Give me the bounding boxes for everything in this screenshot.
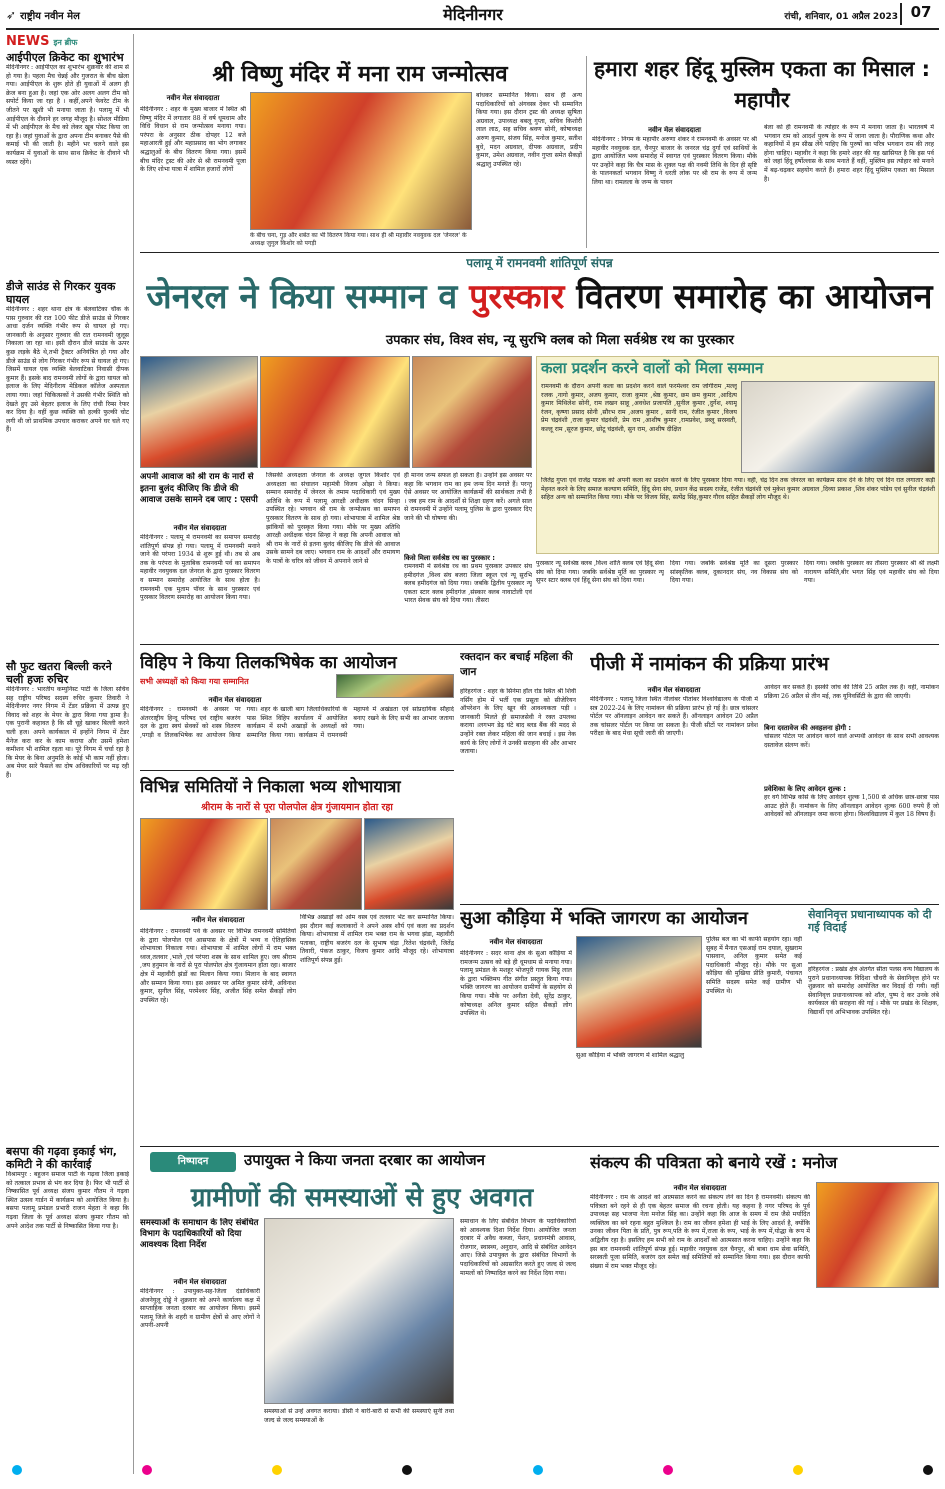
mid-body2: दिया गया। जबकि सर्वश्रेष्ठ मूर्ति का दूसरा पुरस्कार सांस्कृतिक क्लब, दुकानदार संघ, नव विकास संघ को दिया गया। (670, 560, 798, 585)
janta-byline: नवीन मेल संवाददाता (173, 1278, 227, 1286)
story1-caption: के बीच चना, गुड़ और शर्बत का भी वितरण किया गया। साथ ही श्री महावीर नवयुवक दल 'जेनरल' के अध्यक्ष जुगुल किशोर को पगड़ी (250, 232, 467, 247)
vhp-byline: नवीन मेल संवाददाता (208, 696, 262, 704)
brief-body: मेदिनीनगर : शहर थाना क्षेत्र के बेलवाटिका चौक के पास गुरुवार की रात 100 फीट डीजे साउंड से गिरकर आधा दर्जन व्यक्ति गंभीर रूप से घायल हो गए। जानकारी के अनुसार गुरुवार की रात रामनवमी जुलूस निकाला जा रहा था। इसी दौरान डीजे साउंड के ऊपर कुछ लड़के बैठे थे,तभी ट्रैक्टर अनियंत्रित हो गया और डीजे साउंड से लोग गिरकर गंभीर रूप से घायल हो गए। जिसमें घायल एक व्यक्ति बेलवाटिका निवासी दीपक कुमार हैं। इसके बाद रामनवमी लोगों के द्वारा घायल को इलाज के लिए मेदिनीराय मेडिकल कॉलेज अस्पताल लाया गया। जहां चिकित्सकों ने उसकी गंभीर स्थिति को देखते हुए उसे बेहतर इलाज के लिए रांची रिम्स रेफर कर दिया है। वहीं कुछ व्यक्ति को हल्की फुल्की चोट लगी थी जो प्राथमिक उपचार कराकर अपने घर चले गए हैं। (6, 306, 129, 434)
vhp-body: मेदिनीनगर : रामनवमी के अवसर पर अंतरराष्ट्रीय हिन्दू परिषद एवं राष्ट्रीय बजरंग दल के द्वारा स्वयं सेवकों को शस्त्र वितरण ,पगड़ी व तिलकभिषेक का आयोजन किया गया। शहर के खाली बाग जिलाधिकारियों के पास स्थित विहिप कार्यालय में आयोजित कार्यक्रम में सभी अखाड़ों के अध्यक्षों को सम्मानित किया गया। कार्यक्रम में रामनवमी महापर्व में अखंडता एवं सांप्रदायिक सौहार्द बनाए रखने के लिए सभी का आभार जताया गया। (140, 706, 454, 739)
kala-headline: कला प्रदर्शन करने वालों को मिला सम्मान (541, 359, 764, 377)
story1-body2: बांधकर सम्मानित किया। साथ ही अन्य पदाधिकारियों को अंगवस्त्र देकर भी सम्मानित किया गया। इस दौरान ट्रस्ट की अध्यक्ष सुषिता अग्रवाल, उपाध्यक्ष बबलू गुप्ता, सचिव किशोरी लाल लाठ, सह सचिव श्रवण सोनी, कोषाध्यक्ष अरुण कुमार, संजय सिंह, मनोज कुमार, सतीश बुधे, मदन अग्रवाल, दीपक अग्रवाल, प्रदीप कुमार, उमेश अग्रवाल, नवीन गुप्ता समेत सैकड़ों श्रद्धालु उपस्थित रहे। (476, 92, 582, 168)
lead-quote: अपनी आवाज को श्री राम के नारों से इतना बुलंद कीजिए कि डीजे की आवाज उसके सामने दब जाए : एसपी (140, 472, 258, 505)
kala-body2: जितेंद्र गुप्ता एवं राजेंद्र पाठक को अपनी कला का प्रदर्शन करने के लिए पुरस्कार दिया गया। वहीं, चंद्र दिन तक जेनरल का कार्यक्रम साथ देने के लिए एवं दिन रात लगातार कड़ी मेहनत करने के लिए समाज कल्याण समिति, हिंदू सेना संघ, प्रधान केंद्र सदस्य राजेंद्र, रंजीत चंद्रवंशी एवं मुकेश कुमार अग्रवाल ,दिव्या प्रकाश ,शिव शंकर पांडेय एवं सुनील चंद्रवंशी सहित अन्य को सम्मानित किया गया। मौके पर विजय सिंह, सत्येंद्र सिंह,कुमार गौरव सहित सैकड़ों लोग मौजूद थे। (541, 477, 935, 502)
reg-mark-yellow (793, 1465, 803, 1475)
story1-body1: मेदिनीनगर : शहर के मुख्य बाजार में स्थित श्री विष्णु मंदिर में लगातार 88 वें वर्ष धूमधाम और विधि विधान से राम जन्मोत्सव मनाया गया। परंपरा के अनुसार ठीक दोपहर 12 बजे महाआरती हुई और महाप्रसाद का भोग लगाकर श्रद्धालुओं के बीच वितरण किया गया। इसमें बीच मंदिर ट्रस्ट की ओर से श्री रामनवमी पूजा के लिए शोभा यात्रा में शामिल हजारों लोगों (140, 106, 246, 174)
page-number: 07 (900, 3, 940, 25)
mid-body3: दिया गया। जबकि पुरस्कार का तीसरा पुरस्कार श्री श्री लक्ष्मी नारायण समिति,बीर भगत सिंह एवं महावीर संघ को दिया गया। (804, 560, 939, 585)
masthead-title: राष्ट्रीय नवीन मेल (20, 11, 80, 22)
pradhan-photo (808, 962, 939, 964)
reg-mark-cyan (12, 1465, 22, 1475)
lead-body1: मेदिनीनगर : पलामू में रामनवमी का समापन समारोह शांतिपूर्ण संपन्न हो गया। पलामू में रामनवमी मनाने जाने की परंपरा 1934 से शुरू हुई थी। तब से अब तक के परंपरा के मुताबिक रामनवमी पर्व का समापन महावीर नवयुवक दल जेनरल के द्वारा पुरस्कार वितरण व सम्मान समारोह आयोजित के साथ होता है। रामनवमी एक मुताम पॉवर के साथ पुरस्कार एवं पुरस्कार वितरण समारोह का आयोजन किया गया। (140, 534, 260, 602)
brief-item (6, 51, 129, 276)
pg-body2: आवेदन कर सकते हैं। इसकी जांच की तिथि 25 अप्रैल तक है। वहीं, नामांकन प्रक्रिया 26 अप्रैल से तीन मई, तक यूनिवर्सिटी के द्वारा की जाएगी। (764, 684, 939, 700)
janta-big: ग्रामीणों की समस्याओं से हुए अवगत (190, 1183, 534, 1213)
kala-box (536, 356, 939, 554)
brief-item (6, 280, 129, 656)
pg-subhd: बिना दस्तावेज की अवहलना होगी : (764, 724, 852, 732)
story1-headline: श्री विष्णु मंदिर में मना राम जन्मोत्सव (212, 62, 508, 87)
story2-divider (586, 56, 587, 248)
reg-mark-cyan (533, 1465, 543, 1475)
sua-photo (576, 936, 702, 1048)
pg-headline: पीजी में नामांकन की प्रक्रिया प्रारंभ (590, 653, 829, 675)
lead-headline (140, 270, 939, 326)
brief-body: मेदिनीनगर : आईपीएल का शुभारंभ शुक्रवार की शाम से हो गया है। पहला मैच चेन्नई और गुजरात के बीच खेला गया। आईपीएल के शुरू होते ही युवाओं में अलग ही क्रेज बना हुआ है। जहां एक ओर अलग अलग टीम को सपोर्ट किया जा रहा है । कहीं,अपने फेवरेट टीम के जीतने पर खुशी भी मनाया जाता है। पलामू में भी आईपीएल के दीवाने हर जगह मौजूद है। सोशल मीडिया में भी आईपीएल के मैच को लेकर खूब पोस्ट किया जा रहा है। जहां युवाओं के द्वारा अपना टीम बनाकर पैसे की कमाई भी की जाती है। महीने भर चलने वाले इस कार्यक्रम में युवाओं के साथ साथ क्रिकेट के दीवाने भी व्यस्त रहेंगे। (6, 64, 129, 166)
news-brief-tag (6, 34, 129, 49)
sua-body2: पुलिस बल का भी काफी सहयोग रहा। वहीं सुबह में मैनात एसआई राम दयाल, सुखराम पासवान, अनिल कुमार समेत कई पदाधिकारी मौजूद रहे। मौके पर सुआ कौड़िया की मुखिया प्रीति कुमारी, पंचायत समिति सदस्य समेत कई ग्रामीण भी उपस्थित थे। (706, 936, 802, 995)
sua-body: मेदिनीनगर : सदर थाना क्षेत्र के सुआ कौड़िया में रामजन्म उत्सव को बड़े ही धूमधाम से मनाया गया। पलामू प्रमंडल के मशहूर भोजपुरी गायक मिट्ठू लाल के द्वारा भक्तिमय गीत संगीत प्रस्तुत किया गया। भक्ति जागरण का आयोजन ग्रामीणों के सहयोग से किया गया। मौके पर अनीता देवी, सुरेंद्र ठाकुर, कोषाध्यक्ष अनिल कुमार सहित सैकड़ों लोग उपस्थित थे। (460, 950, 572, 1018)
shobha-photo-1 (140, 818, 268, 910)
sankalp-photo (816, 1182, 939, 1288)
story2-headline: हमारा शहर हिंदू मुस्लिम एकता का मिसाल : महापौर (593, 57, 931, 112)
reg-mark-black (923, 1465, 933, 1475)
janta-quote: समस्याओं के समाधान के लिए संबंधित विभाग के पदाधिकारियों को दिया आवश्यक दिशा निर्देश (140, 1218, 259, 1250)
sankalp-byline: नवीन मेल संवाददाता (673, 1184, 727, 1192)
pg-body1: मेदिनीनगर : पलामू जिला स्थित नीलांबर पीतांबर विश्वविद्यालय के पीजी में सत्र 2022-24 के लिए नामांकन की प्रक्रिया प्रारंभ हो गई है। छात्र चांसलर पोर्टल पर ऑनलाइन आवेदन कर सकते हैं। ऑनलाइन आवेदन 20 अप्रैल तक चांसलर पोर्टल पर किया जा सकता है। पीजी सीटों पर नामांकन प्रवेश परीक्षा के बाद मेधा सूची जारी की जाएगी। (590, 696, 758, 738)
pg-col2 (764, 684, 939, 898)
janta-body1: मेदिनीनगर : उपायुक्त-सह-जिला दंडाधिकारी अंजनेयुलू दोड्डे ने शुक्रवार को अपने कार्यालय कक्ष में साप्ताहिक जनता दरबार का आयोजन किया। इसमें पलामू जिले के शहरी व ग्रामीण क्षेत्रों से आए लोगों ने अपनी-अपनी (140, 1288, 260, 1330)
reg-mark-yellow (272, 1465, 282, 1475)
story1-byline: नवीन मेल संवाददाता (166, 94, 220, 102)
lead-col3 (404, 472, 532, 638)
pg-body3: चांसलर पोर्टल पर आवेदन करने वाले अभ्यर्थी आवेदन के साथ सभी आवश्यक दस्तावेज संलग्न करें। (764, 733, 939, 749)
lead-body2: जिसकी अध्यक्षता जेनरल के अध्यक्ष जुगल किशोर एवं अध्यक्षता का संचालन महामंत्री विजय ओझा ने किया। सम्मान समारोह में जेनरल के तमाम पदाधिकारी एवं मुख्य अतिथि के रूप में पलामू आरक्षी अधीक्षक चंदन सिन्हा उपस्थित रहे। भगवान श्री राम के जन्मोत्सव का समापन पुरस्कार वितरण के साथ हो गया। शोभायात्रा में शामिल श्रेष्ठ झांकियों को पुरस्कृत किया गया। मौके पर मुख्य अतिथि आरक्षी अधीक्षक चंदन सिन्हा ने कहा कि अपनी आवाज को श्री राम के नारों से इतना बुलंद कीजिए कि डीजे की आवाज उसके सामने दब जाए। भगवान राम के आदर्शों और रामायण के पात्रों के चरित्र को जीवन में अपनाने जाने से (266, 472, 400, 565)
pg-body4: हर वर्ग विभिन्न कोर्स के लिए आवेदन शुल्क 1,500 से अधिक छात्र-छात्रा पास आउट होते हैं। नामांकन के लिए ऑनलाइन आवेदन शुल्क 600 रुपये हैं जो आवेदकों को ऑनलाइन जमा करना होगा। विश्वविद्यालय में कुल 18 विषय हैं। (764, 794, 939, 819)
story2-body2: बेला को ही रामनवमी के त्योहार के रूप में मनाया जाता है। भारतवर्ष में भगवान राम को आदर्श पुरुष के रूप में जाना जाता है। पौराणिक कथा और कहानियों में हम सीख लेंगे पाहिए कि पुरुषों का परित्र भगवान राम की तरह होना चाहिए। महावीर ने कहा कि हमारे शहर की यह खासियत है कि इस पर्व को जहां हिंदू हर्षोल्लास के साथ मनाते हैं वहीं, मुस्लिम इस त्योहार को मनाने में बढ़-चढ़कर सहयोग करते हैं। हमारा शहर हिंदू मुस्लिम एकता का मिसाल है। (764, 124, 934, 183)
sua-byline: नवीन मेल संवाददाता (489, 938, 543, 946)
lead-top-rule (140, 252, 939, 253)
lead-subhead: उपकार संघ, विश्व संघ, न्यू सुरभि क्लब को मिला सर्वश्रेष्ठ रथ का पुरस्कार (386, 333, 734, 348)
sankalp-body: मेदिनीनगर : राम के आदर्श को आत्मसात करने का संकल्प लेने का दिन है रामनवमी। संकल्प की पवित्रता बने रहने से ही एक बेहतर समाज की रचना होती। यह कहना है नगर परिषद के पूर्व उपाध्यक्ष सह भाजपा नेता मनोज सिंह का। उन्होंने कहा कि आज के समय में राम जैसे मर्यादित व्यक्तित्व का बने रहना बहुत मुश्किल है। राम का जीवन हमेशा ही भाई के लिए आदर्श है, क्योंकि उनका जीवन पिता के प्रति, पुत्र रूप,पति के रूप में,राजा के रूप, भाई के रूप में,योद्धा के रूप में अद्वितीय रहा है। इसलिए हम सभी को राम के आदर्शों को आत्मसात करना चाहिए। उन्होंने कहा कि इस बार रामनवमी शांतिपूर्ण संपन्न हुई। महावीर नवयुवक दल चैनपुर, श्री बाबा धाम सेवा समिति, सरस्वती पूजा समिति, बजरंग दल समेत कई समितियों को सम्मानित किया गया। इस दौरान काफी संख्या में राम भक्त मौजूद रहे। (590, 1194, 810, 1270)
reg-mark-magenta (663, 1465, 673, 1475)
brief-item (6, 1145, 129, 1371)
sankalp-headline: संकल्प की पवित्रता को बनाये रखें : मनोज (590, 1153, 838, 1172)
pg-subhd2: प्रवेशिका के लिए आवेदन शुल्क : (764, 785, 846, 793)
lead-bottom-rule (140, 644, 939, 645)
brief-title: डीजे साउंड से गिरकर युवक घायल (6, 280, 116, 306)
pg-byline: नवीन मेल संवाददाता (647, 686, 701, 694)
kala-body1: रामनवमी के दौरान अपनी कला का प्रदर्शन करने वाले फरमेश्वर राम जोगीराम ,मल्लू रजक ,नागो कुमार, अजय कुमार, राजा कुमार ,श्रेष्ठ कुमार, छम छम कुमार ,आदित्य कुमार मिथिलेश सोनी, राम लखन साहू ,अवधेश प्रजापति ,सुनील कुमार ,दुर्गेश, श्यामू रंजन, कृष्णा प्रसाद सोनी ,सौरभ राम ,अजय कुमार , सानी राम, रंजीत कुमार ,विजय प्रेम चंद्रवंशी ,राजा कुमार चंद्रवंशी, प्रेम राम ,आशीष कुमार ,रामप्रवेश, डब्लू सरस्वती, कल्लू राम ,सूरज कुमार, छोटू चंद्रवंशी, सुन राम, आशीष दीक्षित (541, 383, 737, 433)
story1-photo (250, 92, 472, 230)
masthead (6, 4, 156, 26)
raktdan-headline: रक्तदान कर बचाई महिला की जान (460, 651, 573, 678)
shobha-byline: नवीन मेल संवाददाता (191, 916, 245, 924)
sua-caption: सुआ कौड़िया में भक्ति जागरण में शामिल श्रद्धालु (576, 1052, 685, 1059)
story2-body1: मेदिनीनगर : निगम के महापौर अरुणा शंकर ने रामनवमी के अवसर पर श्री महावीर नवयुवक दल, चैनपुर बाजार के जनरल चंद्र दुर्गा एवं साथियों के द्वारा आयोजित भव्य समारोह में स्वागत एवं पुरस्कार वितरण किया। मौके पर उन्होंने कहा कि चैत्र मास के शुक्ल पक्ष की नवमी तिथि के दिन ही सृष्टि के पालनकर्ता भगवान विष्णु ने धरती लोक पर श्री राम के रूप में जन्म लिया था। रामलला के जन्म के पावन (592, 136, 757, 186)
brief-label: इन ब्रीफ (53, 38, 78, 47)
lead-photo-1 (140, 356, 258, 468)
lead-headline-b: पुरस्कार (469, 277, 565, 317)
pradhan-body: हरिहरगंज : प्रखंड क्षेत्र अंतर्गत सीता पलस वन्य विद्यालय के पुराने प्रधानाध्यापक विदिशा चौधरी के सेवानिवृत्त होने पर शुक्रवार को समारोह आयोजित कर विदाई दी गयी। वहीं सेवानिवृत्त प्रधानाध्यापक को शॉल, पुष्प दे कर उनके लंबे कार्यकाल की सराहना की गई । मौके पर प्रखंड के शिक्षक, विद्यार्थी एवं अभिभावक उपस्थित रहे। (808, 966, 939, 1016)
brief-body: विश्रामपुर : बहुजन समाज पार्टी के गढ़वा जिला इकाई को तत्काल प्रभाव से भंग कर दिया है। फिर भी पार्टी से निष्कासित पूर्व अध्यक्ष संजय कुमार गौतम ने गढ़वा स्थित उत्सव गार्डन में कार्यक्रम को आयोजित किया है। बसपा पलामू प्रमंडल प्रभारी राजन मेहता ने कहा कि गढ़वा जिला के पूर्व अध्यक्ष संजय कुमार गौतम को अपने आदेश तक पार्टी से निष्कासित किया गया है। (6, 1171, 129, 1230)
lead-body4: रामनवमी में सर्वश्रेष्ठ रथ का प्रथम पुरस्कार उपकार संघ हमीदगंज ,विश्व संघ बजरा जिला स्कूल एवं न्यू सुरभि क्लब हमीदगंज को दिया गया। जबकि द्वितीय पुरस्कार न्यू एकता स्टार क्लब हमीदगंज ,संस्कार क्लब नावाटोली एवं भारत सेवक संघ को दिया गया। तीसरा (404, 563, 532, 605)
lead-headline-c: वितरण समारोह का आयोजन (576, 277, 933, 317)
dateline: रांची, शनिवार, 01 अप्रैल 2023 (784, 12, 898, 22)
shobha-photo-2 (270, 818, 362, 910)
news-brief-column (6, 34, 134, 1474)
janta-headline: उपायुक्त ने किया जनता दरबार का आयोजन (244, 1151, 485, 1169)
janta-caption: समस्याओं से उन्हें अवगत कराया। डीसी ने बारी-बारी से सभी की समस्याएं सुनी तथा जल्द से जल्द समस्याओं के (264, 1408, 454, 1424)
brief-body: मेदिनीनगर : भारतीय कम्युनिस्ट पार्टी के जिला सचिव सह राष्ट्रीय परिषद सदस्य रुचिर कुमार तिवारी ने मेदिनीनगर नगर निगम में टेंडर प्रक्रिया में उत्पन्न हुए विवाद को शहर के मेयर के द्वारा किया गया ड्रामा है। एक पुरानी कहावत है कि सौ चूहे खाकर बिल्ली करने चली हज। अपने कार्यकाल में इन्होंने निगम में टेंडर मैनेज करा कर के काम कराया और उसमें हमेशा कमीशन भी शामिल रहता था। पूरे निगम में चर्चा रहा है कि मेयर के बिना अनुमति के कोई भी काम नहीं होता। अब मेयर सारे फैसले का दोष अधिकारियों पर मढ़ रही हैं। (6, 686, 129, 779)
reg-mark-black (402, 1465, 412, 1475)
shobha-subhead: श्रीराम के नारों से पूरा पोलपोल क्षेत्र गुंजायमान होता रहा (201, 802, 393, 813)
reg-mark-magenta (142, 1465, 152, 1475)
janta-photo (264, 1218, 454, 1404)
lead-byline: नवीन मेल संवाददाता (173, 524, 227, 532)
kala-photo (741, 381, 935, 473)
janta-body2: समाधान के लिए संबंधित विभाग के पदाधिकारियों को आवश्यक दिशा निर्देश दिया। आयोजित जनता दरबार में अवैध कब्जा, पेंशन, प्रधानमंत्री आवास, रोजगार, स्वास्थ्य, अनुदान, आदि से संबंधित आवेदन आए। जिसे उपायुक्त के द्वारा संबंधित विभागों के पदाधिकारियों को अग्रसारित करते हुए जल्द से जल्द मामलों को निष्पादित करने का निर्देश दिया गया। (460, 1218, 576, 1277)
bird-logo-icon: ➶ (6, 8, 17, 22)
brief-title: आईपीएल क्रिकेट का शुभारंभ (6, 51, 124, 64)
news-label: NEWS (6, 34, 50, 49)
sua-rule (460, 904, 939, 905)
janta-rule (140, 1146, 939, 1147)
brief-title: बसपा की गढ़वा इकाई भंग, कमिटी ने की कार्रवाई (6, 1145, 117, 1171)
brief-item (6, 660, 129, 1141)
shobha-body2: विभिन्न अखाड़ों को ओम वस्त्र एवं तलवार भेंट कर सम्मानित किया। इस दौरान कई कलाकारों ने अपने अस्त्र शौर्य एवं कला का प्रदर्शन किया। शोभायात्रा में शामिल राम भक्त राम के भगवा झंडा, महावीरी पताका, राष्ट्रीय बजरंग दल के सुभाष चंद्रा ,रितेश चंद्रवंशी, जितेंद्र तिवारी, पंकज ठाकुर, विजय कुमार आदि मौजूद रहे। शोभायात्रा शांतिपूर्ण संपन्न हुई। (300, 914, 454, 964)
lead-body3: ही मानव जन्म सफल हो सकता है। उन्होंने इस अवसर पर कहा कि भगवान राम का हम जन्म दिन मनाते हैं। परन्तु ऐसे अवसर पर आयोजित कार्यक्रमों की सार्थकता तभी है । जब हम राम के आदर्शों से शिक्षा ग्रहण करें। अगले साल से रामनवमी में उन्होंने पलामू पुलिस के द्वारा पुरस्कार दिए जाने की भी घोषणा की। (404, 472, 532, 522)
lead-photo-3 (412, 356, 532, 468)
lead-headline-a: जेनरल ने किया सम्मान व (146, 277, 458, 317)
lead-photo-2 (260, 356, 410, 468)
vhp-photo (336, 674, 454, 698)
vhp-headline: विहिप ने किया तिलकभिषेक का आयोजन (140, 653, 397, 673)
story1-col1 (140, 92, 246, 250)
pradhan-headline: सेवानिवृत्त प्रधानाध्यापक को दी गई विदाई (808, 908, 932, 934)
story2-byline: नवीन मेल संवाददाता (648, 126, 701, 134)
vhp-subhead: सभी अध्यक्षों को किया गया सम्मानित (140, 677, 249, 686)
color-registration-bar (6, 1462, 939, 1478)
sua-col1 (460, 936, 572, 1142)
shobha-col1 (140, 914, 296, 1110)
shobha-photo-3 (364, 818, 454, 910)
shobha-headline: विभिन्न समितियों ने निकाला भव्य शोभायात्रा (140, 777, 401, 796)
section-name: मेदिनीनगर (443, 5, 503, 24)
header-rule (6, 28, 939, 30)
shobha-rule (140, 770, 454, 771)
janta-tag: निष्पादन (150, 1152, 236, 1172)
mid-body1: पुरस्कार न्यू सर्वश्रेष्ठ क्लब ,विश्व शांति क्लब एवं हिंदू सेवा संघ को दिया गया। जबकि सर्वश्रेष्ठ मूर्ति का पुरस्कार न्यू सुपर स्टार क्लब एवं हिंदू सेना संघ को दिया गया। (536, 560, 664, 585)
lead-subhd: किसे मिला सर्वश्रेष्ठ रथ का पुरस्कार : (404, 554, 496, 562)
sua-headline: सुआ कौड़िया में भक्ति जागरण का आयोजन (460, 908, 748, 929)
brief-title: सौ फुट खतरा बिल्ली करने चली हजः रुचिर (6, 660, 112, 686)
raktdan-body: हरिहरगंज : शहर के सिनेमा हॉल रोड स्थित श्री शिवी नर्सिंग होम में भर्ती एक प्रसूता को सीजेरियन ऑपरेशन के लिए खून की आवश्यकता पड़ी । जानकारी मिलते ही समाजसेवी ने रक्त उपलब्ध कराया ।लगभग डेढ़ घंटे बाद ब्लड बैंक की मदद से उन्होंने रक्त लेकर महिला की जान बचाई । इस नेक कार्य के लिए लोगों ने उनकी सराहना की और आभार जताया। (460, 688, 576, 756)
shobha-body: मेदिनीनगर : रामनवमी पर्व के अवसर पर विभिन्न रामनवमी समितियों के द्वारा पोलपोल एवं आसपास के क्षेत्रों में भव्य व ऐतिहासिक शोभायात्रा निकाला गया। शोभायात्रा में शामिल लोगों में राम भक्त ध्वज,तलवार ,भाले ,एवं परंपरा शस्त्र के साथ शामिल हुए। जय श्रीराम ,जय हनुमान के नारों से पूरा पोलपोल क्षेत्र गुंजायमान होता रहा। बाजार क्षेत्र में महावीरी झंडों का मिलान किया गया। मिलान के बाद स्वागत और सम्मान किया गया। इस अवसर पर अमित कुमार सोनी, अविनाश कुमार, सुनील सिंह, परमेश्वर सिंह, अजीत सिंह समेत सैकड़ों लोग उपस्थित रहे। (140, 928, 296, 1004)
lead-kicker: पलामू में रामनवमी शांतिपूर्ण संपन्न (466, 256, 613, 270)
